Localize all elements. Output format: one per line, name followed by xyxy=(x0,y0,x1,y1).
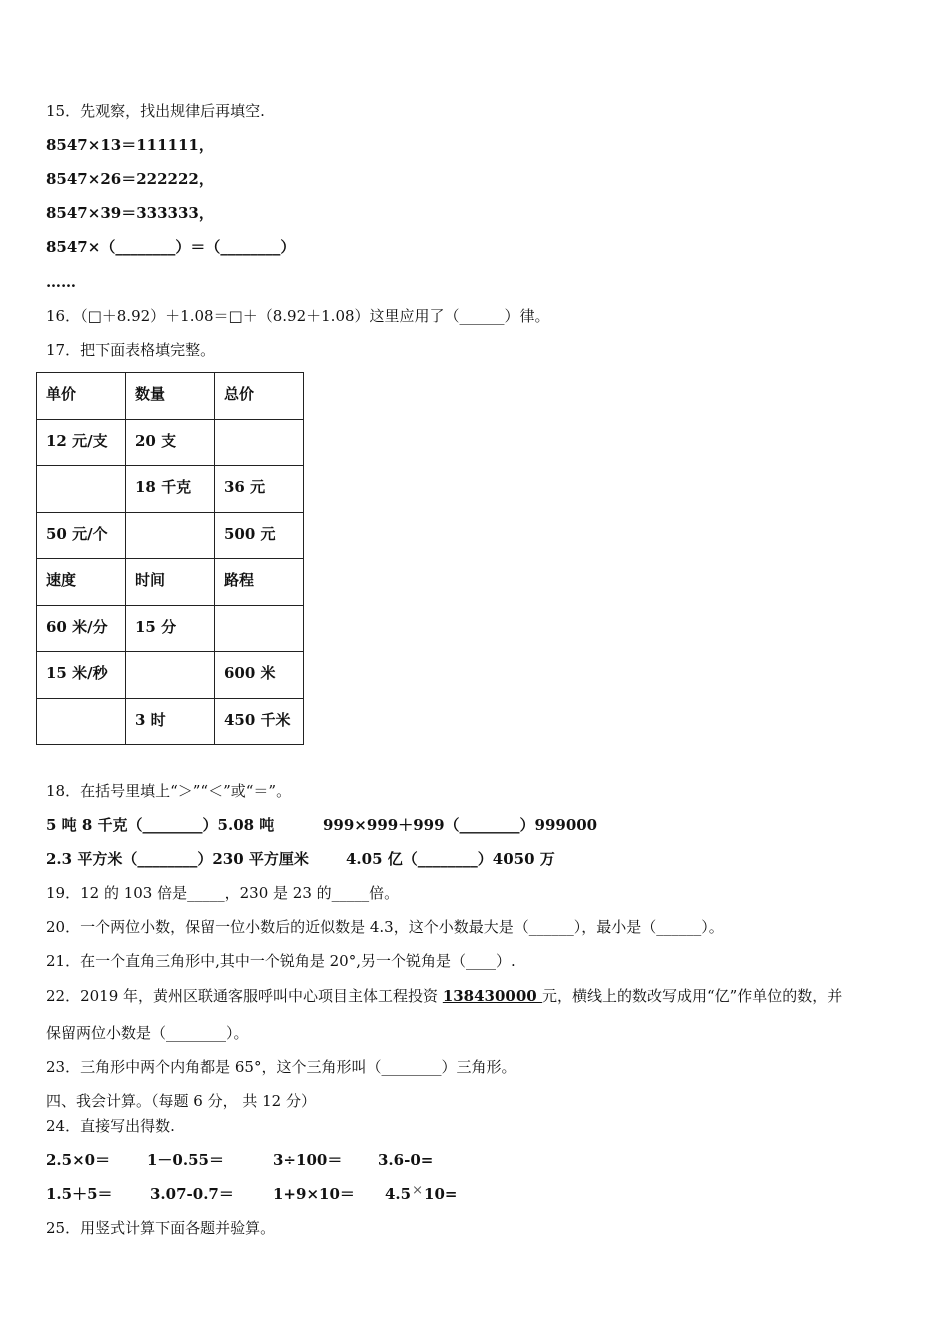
table-cell-blank[interactable] xyxy=(126,652,215,699)
q15-line-3: 8547×39＝333333， xyxy=(46,204,214,222)
q16-text[interactable]: 16．（□＋8.92）＋1.08＝□＋（8.92＋1.08）这里应用了（______）律。 xyxy=(46,307,550,325)
q22-pre: 22．2019 年，黄州区联通客服呼叫中心项目主体工程投资 xyxy=(46,987,443,1005)
table-cell: 15 分 xyxy=(126,605,215,652)
q24-r2-c4[interactable] xyxy=(385,1184,457,1206)
table-cell: 500 元 xyxy=(215,512,304,559)
table-cell: 数量 xyxy=(126,373,215,420)
table-cell: 60 米/分 xyxy=(37,605,126,652)
q18-item-1[interactable]: 5 吨 8 千克（________）5.08 吨 xyxy=(46,816,275,834)
table-cell-blank[interactable] xyxy=(215,419,304,466)
table-cell-blank[interactable] xyxy=(37,698,126,745)
q24-r2-c4-b: 10= xyxy=(424,1185,458,1203)
table-cell: 单价 xyxy=(37,373,126,420)
q24-r1-c1[interactable]: 2.5×0＝ xyxy=(46,1151,111,1169)
q24-r1-c4[interactable]: 3.6-0= xyxy=(378,1151,434,1169)
table-row xyxy=(37,466,304,513)
q15-line-2: 8547×26＝222222， xyxy=(46,170,214,188)
q25-text: 25．用竖式计算下面各题并验算。 xyxy=(46,1219,276,1237)
q17-title: 17．把下面表格填完整。 xyxy=(46,341,216,359)
q19-text[interactable]: 19．12 的 103 倍是_____，230 是 23 的_____倍。 xyxy=(46,884,400,902)
q22-underlined-number: 138430000 xyxy=(442,987,542,1005)
q15-fill-line[interactable]: 8547×（________）＝（________） xyxy=(46,238,296,256)
table-cell: 450 千米 xyxy=(215,698,304,745)
q18-item-4[interactable]: 4.05 亿（________）4050 万 xyxy=(346,850,555,868)
table-cell: 20 支 xyxy=(126,419,215,466)
table-row xyxy=(37,512,304,559)
table-cell-blank[interactable] xyxy=(37,466,126,513)
q24-r2-c1[interactable]: 1.5＋5＝ xyxy=(46,1185,113,1203)
table-row xyxy=(37,698,304,745)
table-cell: 时间 xyxy=(126,559,215,606)
q24-r1-c3[interactable]: 3÷100＝ xyxy=(273,1151,343,1169)
table-cell: 3 时 xyxy=(126,698,215,745)
q24-r1-c2[interactable]: 1－0.55＝ xyxy=(147,1151,224,1169)
q17-table xyxy=(36,372,304,745)
table-cell: 12 元/支 xyxy=(37,419,126,466)
q15-title: 15．先观察，找出规律后再填空. xyxy=(46,102,265,120)
table-cell-blank[interactable] xyxy=(126,512,215,559)
table-cell: 速度 xyxy=(37,559,126,606)
q24-r2-c3[interactable]: 1+9×10＝ xyxy=(273,1185,355,1203)
section4-title: 四、我会计算。（每题 6 分， 共 12 分） xyxy=(46,1092,316,1110)
q15-line-1: 8547×13＝111111， xyxy=(46,136,214,154)
table-row xyxy=(37,559,304,606)
q24-title: 24．直接写出得数. xyxy=(46,1117,175,1135)
table-cell: 总价 xyxy=(215,373,304,420)
q18-item-2[interactable]: 999×999＋999（________）999000 xyxy=(323,816,598,834)
table-cell: 600 米 xyxy=(215,652,304,699)
q18-item-3[interactable]: 2.3 平方米（________）230 平方厘米 xyxy=(46,850,309,868)
q24-r2-c4-a: 4.5 xyxy=(385,1185,412,1203)
table-cell: 18 千克 xyxy=(126,466,215,513)
q22-post: 元，横线上的数改写成用“亿”作单位的数，并 xyxy=(541,987,843,1005)
table-row xyxy=(37,652,304,699)
table-row xyxy=(37,373,304,420)
times-icon: × xyxy=(412,1183,424,1198)
q18-title: 18．在括号里填上“＞”“＜”或“＝”。 xyxy=(46,782,292,800)
table-row xyxy=(37,605,304,652)
table-cell-blank[interactable] xyxy=(215,605,304,652)
table-row xyxy=(37,419,304,466)
q24-r2-c2[interactable]: 3.07-0.7＝ xyxy=(150,1185,234,1203)
q20-text[interactable]: 20．一个两位小数，保留一位小数后的近似数是 4.3，这个小数最大是（______），最小是（______）。 xyxy=(46,918,724,936)
table-cell: 36 元 xyxy=(215,466,304,513)
table-cell: 路程 xyxy=(215,559,304,606)
q15-ellipsis: …… xyxy=(46,273,76,291)
q22-line-1 xyxy=(46,986,842,1006)
table-cell: 15 米/秒 xyxy=(37,652,126,699)
table-cell: 50 元/个 xyxy=(37,512,126,559)
q23-text[interactable]: 23．三角形中两个内角都是 65°，这个三角形叫（________）三角形。 xyxy=(46,1058,517,1076)
q21-text[interactable]: 21．在一个直角三角形中,其中一个锐角是 20°,另一个锐角是（____）. xyxy=(46,952,516,970)
q22-line-2[interactable]: 保留两位小数是（________）。 xyxy=(46,1024,249,1042)
